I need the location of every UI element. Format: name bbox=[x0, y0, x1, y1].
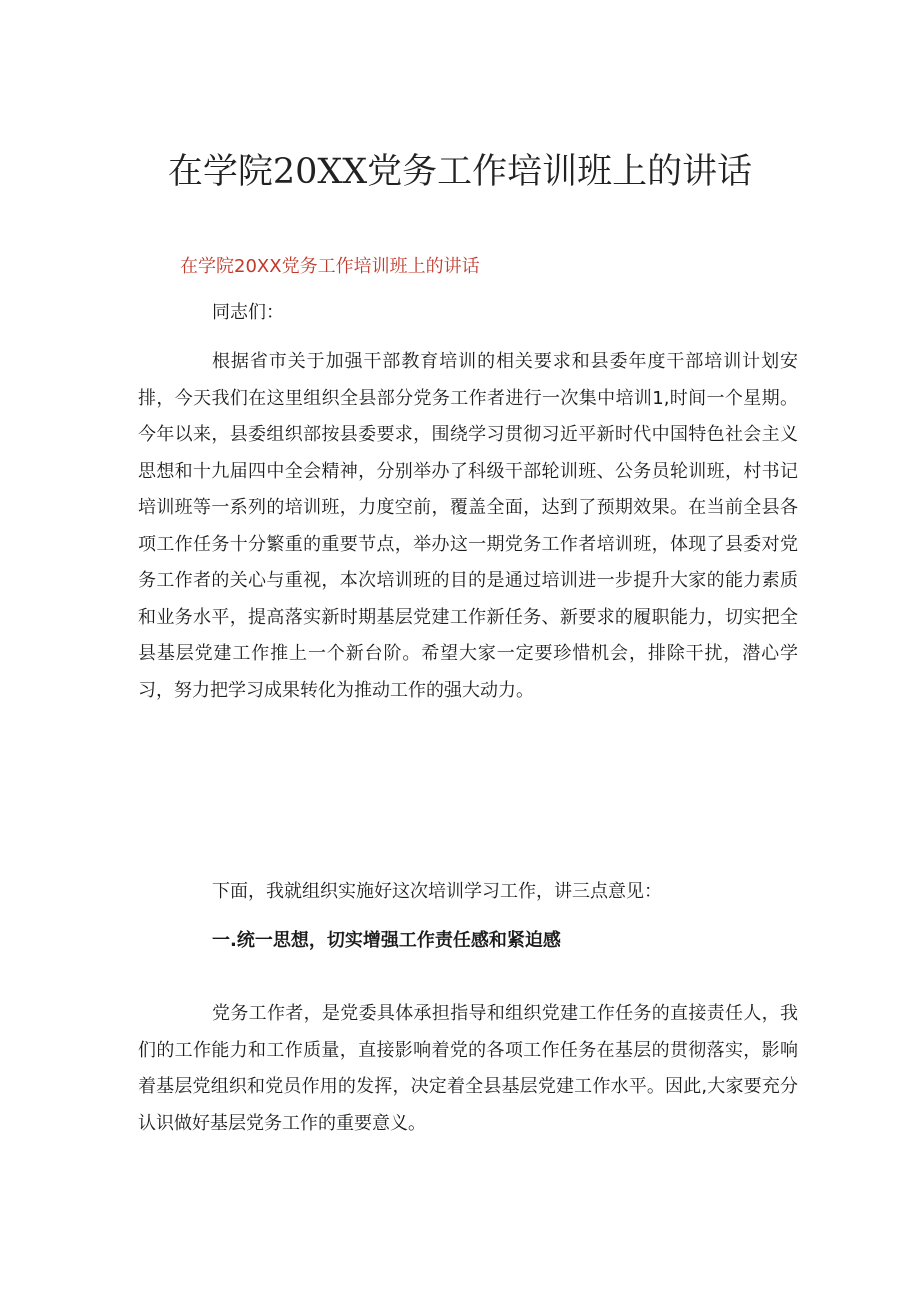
greeting-line: 同志们： bbox=[212, 302, 284, 323]
document-subtitle: 在学院20XX党务工作培训班上的讲话 bbox=[180, 256, 480, 277]
section-heading-1: 一.统一思想，切实增强工作责任感和紧迫感 bbox=[212, 930, 561, 951]
paragraph-outline: 下面，我就组织实施好这次培训学习工作，讲三点意见： bbox=[212, 881, 662, 902]
document-title: 在学院20XX党务工作培训班上的讲话 bbox=[167, 152, 753, 192]
paragraph-intro: 根据省市关于加强干部教育培训的相关要求和县委年度干部培训计划安排，今天我们在这里组织全县部分党务工作者进行一次集中培训1,时间一个星期。今年以来，县委组织部按县委要求，围绕学习贯彻习近平新时代中国特色社会主义思想和十九届四中全会精神，分别举办了科级干部轮训班、公务员轮训班，村书记培训班等一系列的培训班，力度空前，覆盖全面，达到了预期效果。在当前全县各项工作任务十分繁重的重要节点，举办这一期党务工作者培训班，体现了县委对党务工作者的关心与重视，本次培训班的目的是通过培训进一步提升大家的能力素质和业务水平，提高落实新时期基层党建工作新任务、新要求的履职能力，切实把全县基层党建工作推上一个新台阶。希望大家一定要珍惜机会，排除干扰，潜心学习，努力把学习成果转化为推动工作的强大动力。 bbox=[138, 351, 798, 701]
paragraph-section-1: 党务工作者，是党委具体承担指导和组织党建工作任务的直接责任人，我们的工作能力和工作质量，直接影响着党的各项工作任务在基层的贯彻落实，影响着基层党组织和党员作用的发挥，决定着全县基层党建工作水平。因此,大家要充分认识做好基层党务工作的重要意义。 bbox=[138, 1003, 798, 1134]
